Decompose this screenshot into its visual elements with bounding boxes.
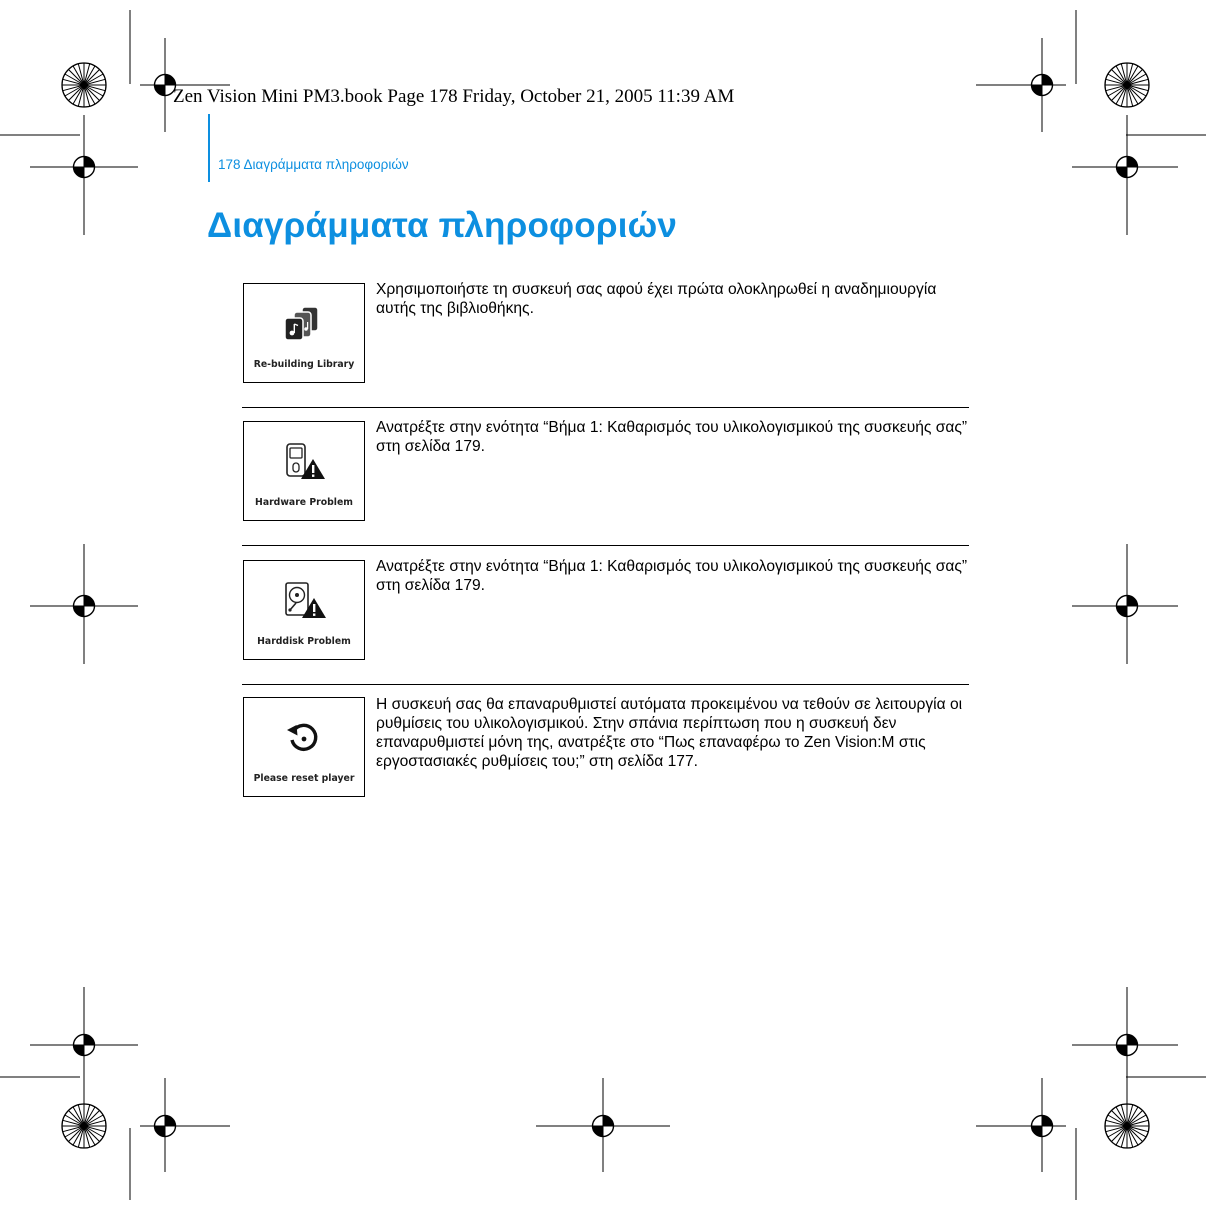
divider	[242, 407, 969, 408]
screen-icon-box-reset	[243, 697, 365, 797]
entry-description: Ανατρέξτε στην ενότητα “Βήμα 1: Καθαρισμός του υλικολογισμικού της συσκευής σας” στη σελίδα 179.	[376, 419, 968, 455]
screen-icon-box-harddisk	[243, 560, 365, 660]
icon-caption: Hardware Problem	[255, 497, 353, 508]
page-title: Διαγράμματα πληροφοριών	[207, 206, 678, 245]
screen-icon-box-hardware	[243, 421, 365, 521]
print-slug: Zen Vision Mini PM3.book Page 178 Friday, October 21, 2005 11:39 AM	[173, 86, 735, 107]
harddisk-warning-icon	[281, 580, 327, 622]
header-rule	[208, 114, 210, 182]
icon-caption: Re-building Library	[253, 359, 355, 370]
entry-description: Χρησιμοποιήστε τη συσκευή σας αφού έχει πρώτα ολοκληρωθεί η αναδημιουργία αυτής της βιβλιοθήκης.	[376, 281, 937, 317]
running-header: 178 Διαγράμματα πληροφοριών	[218, 157, 409, 172]
divider	[242, 545, 969, 546]
library-stack-icon	[282, 304, 326, 344]
divider	[242, 684, 969, 685]
entry-description: Η συσκευή σας θα επαναρυθμιστεί αυτόματα προκειμένου να τεθούν σε λειτουργία οι ρυθμίσεις του υλικολογισμικού. Στην σπάνια περίπτωση που η συσκευή δεν επαναρυθμιστεί μόνη της, ανατρέξτε στο “Πως επαναφέρω το Zen Vision:M στις εργοστασιακές ρυθμίσεις του;” στη σελίδα 177.	[376, 696, 963, 770]
player-warning-icon	[281, 441, 327, 483]
icon-caption: Please reset player	[253, 773, 355, 784]
icon-caption: Harddisk Problem	[257, 636, 351, 647]
reset-arrow-icon	[284, 718, 324, 758]
screen-icon-box-library	[243, 283, 365, 383]
entry-description: Ανατρέξτε στην ενότητα “Βήμα 1: Καθαρισμός του υλικολογισμικού της συσκευής σας” στη σελίδα 179.	[376, 558, 968, 594]
